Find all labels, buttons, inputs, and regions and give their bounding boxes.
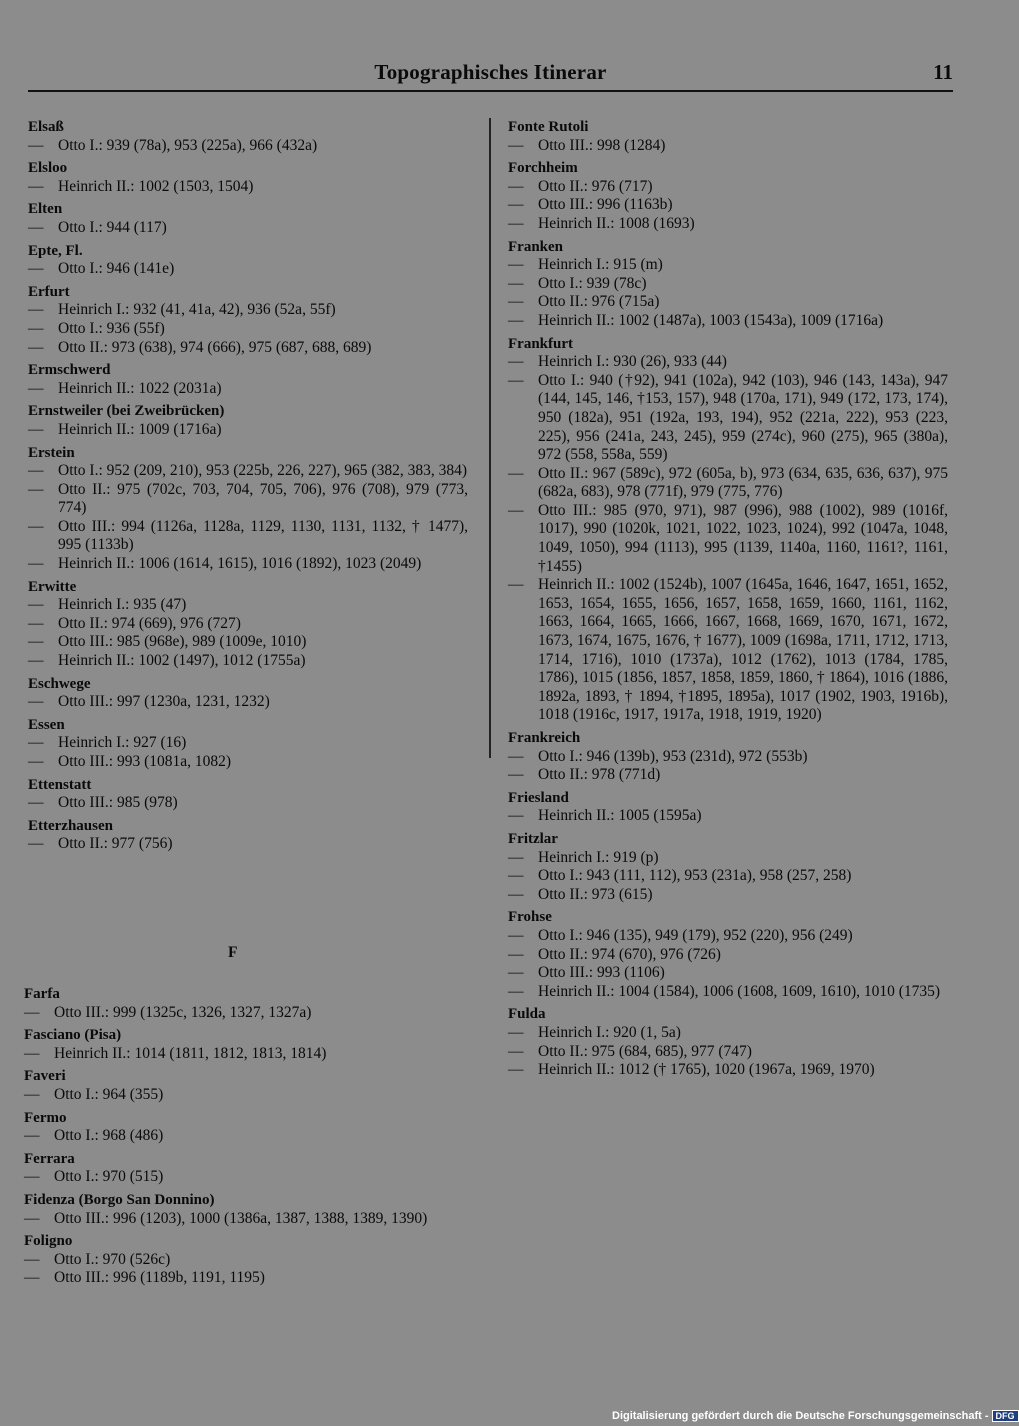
index-entry (508, 789, 948, 826)
index-entry (28, 578, 468, 671)
itinerary-text: Otto I.: 946 (135), 949 (179), 952 (220), 956 (249) (538, 926, 853, 944)
itinerary-line (508, 275, 948, 294)
itinerary-text: Heinrich II.: 1022 (2031a) (58, 379, 222, 397)
index-entry (24, 985, 464, 1022)
dash-marker: — (508, 807, 524, 825)
dash-marker: — (508, 848, 524, 866)
itinerary-line (508, 215, 948, 234)
itinerary-line (508, 576, 948, 725)
itinerary-text: Otto III.: 997 (1230a, 1231, 1232) (58, 693, 270, 711)
dash-marker: — (508, 177, 524, 195)
itinerary-text: Otto II.: 973 (615) (538, 885, 653, 903)
index-entry (28, 776, 468, 813)
itinerary-text: Otto II.: 976 (717) (538, 177, 653, 195)
dash-marker: — (28, 794, 44, 812)
itinerary-line (28, 734, 468, 753)
itinerary-text: Otto I.: 936 (55f) (58, 319, 165, 337)
index-entry (28, 242, 468, 279)
index-entry (28, 159, 468, 196)
itinerary-line (28, 518, 468, 555)
dash-marker: — (28, 734, 44, 752)
itinerary-line (508, 178, 948, 197)
itinerary-text: Otto II.: 978 (771d) (538, 766, 661, 784)
place-name: Erwitte (28, 578, 77, 595)
itinerary-text: Otto II.: 976 (715a) (538, 293, 660, 311)
dash-marker: — (508, 214, 524, 232)
itinerary-line (28, 615, 468, 634)
itinerary-line (508, 766, 948, 785)
itinerary-line (24, 1269, 464, 1288)
itinerary-line (508, 293, 948, 312)
index-entry (24, 1232, 464, 1288)
index-entry (28, 361, 468, 398)
itinerary-line (508, 1061, 948, 1080)
dash-marker: — (508, 136, 524, 154)
index-entry (28, 444, 468, 574)
place-name: Fritzlar (508, 830, 558, 847)
place-name: Eschwege (28, 675, 91, 692)
place-name: Erfurt (28, 283, 70, 300)
itinerary-text: Otto II.: 974 (669), 976 (727) (58, 614, 241, 632)
itinerary-line (28, 596, 468, 615)
footer-text: Digitalisierung gefördert durch die Deutsche Forschungsgemeinschaft - (612, 1410, 989, 1422)
itinerary-line (508, 1043, 948, 1062)
itinerary-line (28, 481, 468, 518)
itinerary-text: Otto III.: 993 (1081a, 1082) (58, 753, 232, 770)
dash-marker: — (28, 753, 44, 770)
footer (612, 1410, 1019, 1422)
place-name: Epte, Fl. (28, 242, 83, 259)
place-name: Frohse (508, 909, 552, 926)
dash-marker: — (28, 652, 44, 670)
section-letter: F (228, 944, 238, 961)
itinerary-text: Otto II.: 974 (670), 976 (726) (538, 945, 721, 963)
itinerary-text: Otto II.: 977 (756) (58, 835, 173, 853)
dash-marker: — (508, 945, 524, 963)
itinerary-line (28, 652, 468, 671)
place-name: Fulda (508, 1006, 546, 1023)
itinerary-line (24, 1210, 464, 1229)
itinerary-text: Heinrich I.: 927 (16) (58, 734, 187, 752)
itinerary-line (508, 1024, 948, 1043)
dash-marker: — (508, 371, 524, 389)
itinerary-text: Otto III.: 996 (1189b, 1191, 1195) (54, 1269, 265, 1287)
itinerary-line (508, 946, 948, 965)
dash-marker: — (508, 1042, 524, 1060)
itinerary-line (24, 1168, 464, 1187)
dash-marker: — (28, 136, 44, 154)
itinerary-line (28, 421, 468, 440)
itinerary-text: Otto III.: 996 (1163b) (538, 196, 673, 214)
dash-marker: — (28, 596, 44, 614)
dash-marker: — (28, 420, 44, 438)
place-name: Farfa (24, 986, 60, 1002)
column-divider (489, 118, 491, 758)
itinerary-text: Heinrich II.: 1009 (1716a) (58, 420, 222, 438)
itinerary-line (508, 372, 948, 465)
itinerary-line (28, 178, 468, 197)
itinerary-text: Otto II.: 973 (638), 974 (666), 975 (687, 688, 689) (58, 338, 372, 356)
dash-marker: — (24, 1269, 40, 1287)
itinerary-line (28, 320, 468, 339)
itinerary-line (508, 256, 948, 275)
place-name: Fidenza (Borgo San Donnino) (24, 1191, 215, 1208)
place-name: Elsloo (28, 160, 68, 177)
dash-marker: — (28, 633, 44, 651)
itinerary-text: Otto I.: 964 (355) (54, 1085, 164, 1103)
place-name: Erstein (28, 444, 75, 461)
dash-marker: — (28, 319, 44, 337)
dash-marker: — (508, 464, 524, 482)
itinerary-text: Heinrich II.: 1002 (1487a), 1003 (1543a), 1009 (1716a) (538, 311, 884, 329)
itinerary-text: Otto III.: 996 (1203), 1000 (1386a, 1387, 1388, 1389, 1390) (54, 1209, 428, 1227)
itinerary-line (508, 927, 948, 946)
itinerary-line (508, 807, 948, 826)
index-entry (508, 118, 948, 155)
itinerary-text: Otto III.: 985 (968e), 989 (1009e, 1010) (58, 633, 307, 651)
place-name: Frankfurt (508, 335, 573, 352)
itinerary-text: Heinrich II.: 1002 (1503, 1504) (58, 177, 254, 195)
itinerary-text: Otto I.: 970 (526c) (54, 1250, 171, 1268)
dash-marker: — (24, 1250, 40, 1268)
itinerary-line (508, 867, 948, 886)
dash-marker: — (508, 982, 524, 1000)
index-entry (28, 675, 468, 712)
itinerary-text: Otto II.: 975 (684, 685), 977 (747) (538, 1042, 752, 1060)
itinerary-line (24, 1251, 464, 1270)
place-name: Frankreich (508, 730, 581, 746)
index-entry (24, 1026, 464, 1063)
place-name: Franken (508, 238, 564, 255)
itinerary-line (508, 312, 948, 331)
place-name: Fasciano (Pisa) (24, 1027, 122, 1044)
itinerary-text: Otto III.: 985 (970, 971), 987 (996), 988 (1002), 989 (1016f, 1017), 990 (1020k, 1021, 1022, 1023, 1024), 992 (1047a, 1048, 1049, 1050), 994 (1113), 995 (1139, 1140a, 1160, 1161?, 1161, †1455) (538, 501, 948, 575)
index-entry (508, 830, 948, 904)
index-entry (508, 729, 948, 785)
itinerary-text: Heinrich I.: 930 (26), 933 (44) (538, 353, 727, 371)
bottom-left-column (24, 985, 464, 1292)
place-name: Ernstweiler (bei Zweibrücken) (28, 403, 225, 420)
itinerary-line (24, 1004, 464, 1023)
itinerary-text: Heinrich II.: 1008 (1693) (538, 214, 695, 232)
index-entry (508, 908, 948, 1001)
dash-marker: — (28, 177, 44, 195)
itinerary-text: Otto III.: 985 (978) (58, 794, 178, 812)
itinerary-text: Otto I.: 946 (141e) (58, 260, 175, 278)
dash-marker: — (28, 555, 44, 573)
dash-marker: — (28, 693, 44, 711)
dash-marker: — (508, 311, 524, 329)
itinerary-line (28, 835, 468, 854)
index-entry (28, 817, 468, 854)
dash-marker: — (508, 926, 524, 944)
itinerary-line (24, 1127, 464, 1146)
place-name: Forchheim (508, 160, 578, 177)
itinerary-line (508, 196, 948, 215)
left-column (28, 118, 468, 858)
itinerary-text: Otto I.: 939 (78c) (538, 274, 647, 292)
dash-marker: — (508, 196, 524, 214)
page-header (28, 58, 953, 92)
place-name: Foligno (24, 1233, 73, 1250)
dash-marker: — (508, 747, 524, 765)
dash-marker: — (508, 293, 524, 311)
page-number: 11 (933, 60, 953, 84)
index-entry (508, 335, 948, 725)
place-name: Elten (28, 201, 63, 218)
dash-marker: — (24, 1044, 40, 1062)
place-name: Ettenstatt (28, 776, 92, 793)
itinerary-line (28, 380, 468, 399)
itinerary-text: Otto II.: 967 (589c), 972 (605a, b), 973 (634, 635, 636, 637), 975 (682a, 683), 978 (771f), 979 (775, 776) (538, 464, 948, 501)
itinerary-text: Otto I.: 946 (139b), 953 (231d), 972 (553b) (538, 747, 808, 765)
dash-marker: — (508, 867, 524, 885)
index-entry (24, 1191, 464, 1228)
dash-marker: — (24, 1168, 40, 1186)
running-title: Topographisches Itinerar (374, 60, 607, 84)
dash-marker: — (28, 260, 44, 278)
itinerary-line (508, 748, 948, 767)
itinerary-line (508, 502, 948, 576)
itinerary-text: Otto III.: 993 (1106) (538, 964, 665, 982)
dash-marker: — (508, 885, 524, 903)
index-entry (24, 1109, 464, 1146)
itinerary-line (28, 339, 468, 358)
itinerary-line (28, 301, 468, 320)
index-entry (28, 402, 468, 439)
itinerary-line (508, 353, 948, 372)
itinerary-text: Heinrich I.: 935 (47) (58, 596, 187, 614)
itinerary-text: Heinrich I.: 932 (41, 41a, 42), 936 (52a, 55f) (58, 301, 336, 319)
dash-marker: — (24, 1085, 40, 1103)
dash-marker: — (28, 301, 44, 319)
itinerary-text: Heinrich II.: 1002 (1524b), 1007 (1645a, 1646, 1647, 1651, 1652, 1653, 1654, 1655, 1656, 1657, 1658, 1659, 1660, 1161, 1162, 1663, 1664, 1665, 1666, 1667, 1668, 1669, 1670, 1671, 1672, 1673, 1674, 1675, 1676, † 1677), 1009 (1698a, 1711, 1712, 1713, 1714, 1716), 1010 (1737a), 1012 (1762), 1013 (1784, 1785, 1786), 1015 (1856, 1857, 1858, 1859, 1860, † 1864), 1016 (1886, 1892a, 1893, † 1894, †1895, 1895a), 1017 (1902, 1903, 1916b), 1018 (1916c, 1917, 1917a, 1918, 1919, 1920) (538, 576, 948, 724)
itinerary-text: Heinrich I.: 915 (m) (538, 256, 663, 274)
itinerary-line (28, 693, 468, 712)
itinerary-line (508, 465, 948, 502)
itinerary-text: Heinrich I.: 919 (p) (538, 848, 659, 866)
dash-marker: — (508, 274, 524, 292)
itinerary-text: Otto I.: 952 (209, 210), 953 (225b, 226, 227), 965 (382, 383, 384) (58, 462, 467, 480)
index-entry (24, 1067, 464, 1104)
place-name: Elsaß (28, 119, 64, 135)
itinerary-text: Otto I.: 940 (†92), 941 (102a), 942 (103), 946 (143, 143a), 947 (144, 145, 146, †153, 157), 948 (170a, 171), 949 (172, 173, 174), 950 (182a), 951 (192a, 193, 194), 952 (221a, 222), 953 (223, 225), 956 (241a, 243, 245), 959 (274c), 960 (275), 965 (380a), 972 (558, 558a, 559) (538, 371, 948, 464)
dash-marker: — (508, 1023, 524, 1041)
right-column (508, 118, 948, 1084)
place-name: Ermschwerd (28, 362, 111, 379)
dash-marker: — (28, 480, 44, 498)
dash-marker: — (508, 1061, 524, 1079)
itinerary-text: Otto III.: 994 (1126a, 1128a, 1129, 1130, 1131, 1132, † 1477), 995 (1133b) (58, 517, 468, 554)
place-name: Etterzhausen (28, 817, 113, 834)
itinerary-line (24, 1045, 464, 1064)
place-name: Fermo (24, 1109, 67, 1126)
itinerary-line (508, 983, 948, 1002)
itinerary-text: Heinrich II.: 1002 (1497), 1012 (1755a) (58, 652, 306, 670)
index-entry (24, 1150, 464, 1187)
dash-marker: — (508, 256, 524, 274)
itinerary-line (28, 555, 468, 574)
dash-marker: — (28, 517, 44, 535)
itinerary-line (508, 849, 948, 868)
itinerary-text: Heinrich II.: 1006 (1614, 1615), 1016 (1892), 1023 (2049) (58, 555, 422, 573)
itinerary-line (508, 886, 948, 905)
index-entry (28, 283, 468, 357)
index-entry (508, 1005, 948, 1079)
itinerary-line (28, 753, 468, 772)
itinerary-text: Heinrich II.: 1004 (1584), 1006 (1608, 1609, 1610), 1010 (1735) (538, 982, 941, 1000)
itinerary-text: Heinrich II.: 1005 (1595a) (538, 807, 702, 825)
place-name: Fonte Rutoli (508, 119, 589, 135)
dash-marker: — (28, 379, 44, 397)
dash-marker: — (28, 462, 44, 480)
dash-marker: — (508, 501, 524, 519)
place-name: Ferrara (24, 1150, 75, 1167)
itinerary-line (28, 260, 468, 279)
place-name: Faveri (24, 1068, 66, 1085)
index-entry (508, 238, 948, 331)
itinerary-text: Otto III.: 999 (1325c, 1326, 1327, 1327a) (54, 1003, 312, 1021)
itinerary-text: Otto I.: 968 (486) (54, 1127, 164, 1145)
index-entry (508, 159, 948, 233)
dash-marker: — (24, 1209, 40, 1227)
dash-marker: — (28, 338, 44, 356)
dash-marker: — (508, 964, 524, 982)
place-name: Friesland (508, 789, 569, 806)
itinerary-text: Otto I.: 944 (117) (58, 218, 167, 236)
index-entry (28, 118, 468, 155)
itinerary-line (28, 794, 468, 813)
dash-marker: — (28, 614, 44, 632)
itinerary-line (28, 137, 468, 156)
itinerary-text: Otto I.: 970 (515) (54, 1168, 164, 1186)
itinerary-text: Heinrich II.: 1012 († 1765), 1020 (1967a, 1969, 1970) (538, 1061, 875, 1079)
dash-marker: — (24, 1127, 40, 1145)
dash-marker: — (508, 576, 524, 594)
place-name: Essen (28, 716, 65, 733)
itinerary-line (28, 462, 468, 481)
dash-marker: — (28, 218, 44, 236)
itinerary-line (28, 219, 468, 238)
itinerary-text: Heinrich II.: 1014 (1811, 1812, 1813, 1814) (54, 1044, 327, 1062)
dash-marker: — (508, 766, 524, 784)
itinerary-line (508, 137, 948, 156)
itinerary-text: Otto I.: 943 (111, 112), 953 (231a), 958 (257, 258) (538, 867, 852, 885)
dash-marker: — (24, 1003, 40, 1021)
itinerary-text: Heinrich I.: 920 (1, 5a) (538, 1023, 681, 1041)
dash-marker: — (28, 835, 44, 853)
itinerary-line (508, 964, 948, 983)
itinerary-line (28, 633, 468, 652)
itinerary-text: Otto I.: 939 (78a), 953 (225a), 966 (432a) (58, 136, 318, 154)
itinerary-text: Otto III.: 998 (1284) (538, 136, 666, 154)
itinerary-text: Otto II.: 975 (702c, 703, 704, 705, 706), 976 (708), 979 (773, 774) (58, 480, 468, 517)
dfg-logo: DFG (992, 1410, 1019, 1422)
index-entry (28, 716, 468, 772)
dash-marker: — (508, 353, 524, 371)
itinerary-line (24, 1086, 464, 1105)
index-entry (28, 200, 468, 237)
